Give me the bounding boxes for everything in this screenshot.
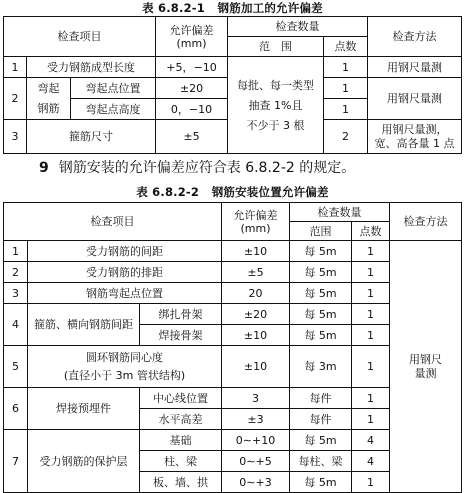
paragraph-number: 9 bbox=[39, 160, 49, 176]
row-deviation: ±10 bbox=[222, 325, 290, 346]
header-deviation bbox=[222, 203, 290, 241]
header-scope: 范围 bbox=[290, 222, 352, 241]
row-points: 1 bbox=[352, 325, 390, 346]
row-deviation: 0∼+10 bbox=[222, 430, 290, 451]
row-number: 2 bbox=[4, 78, 27, 120]
row-scope: 每 5m bbox=[290, 262, 352, 283]
table1-header-row bbox=[4, 17, 462, 37]
scope-line: 抽查 1%且 bbox=[248, 98, 303, 112]
row-deviation: 0，−10 bbox=[156, 99, 228, 120]
header-deviation bbox=[156, 17, 228, 57]
row-item: 受力钢筋成型长度 bbox=[27, 57, 156, 78]
row-scope: 每 5m bbox=[290, 472, 352, 493]
header-scope: 范 围 bbox=[228, 37, 324, 57]
row-group: 箍筋、横向钢筋间距 bbox=[28, 304, 140, 346]
row-number: 5 bbox=[4, 346, 28, 388]
row-group: 焊接预埋件 bbox=[28, 388, 140, 430]
row-scope: 每 5m bbox=[290, 325, 352, 346]
row-number: 3 bbox=[4, 283, 28, 304]
row-item: 受力钢筋的排距 bbox=[28, 262, 222, 283]
row-subitem: 基础 bbox=[140, 430, 222, 451]
row-scope: 每 5m bbox=[290, 241, 352, 262]
table1-caption: 表 6.8.2-1 钢筋加工的允许偏差 bbox=[142, 1, 323, 15]
row-subitem: 绑扎骨架 bbox=[140, 304, 222, 325]
row-subitem: 水平高差 bbox=[140, 409, 222, 430]
item-line: (直径小于 3m 管状结构) bbox=[63, 369, 186, 382]
method-line: 量测 bbox=[414, 366, 437, 380]
header-deviation-label: 允许偏差 bbox=[233, 208, 278, 222]
row-method bbox=[368, 120, 462, 154]
row-points: 1 bbox=[352, 346, 390, 388]
row-item bbox=[28, 346, 222, 388]
scope-line: 每批、每一类型 bbox=[237, 78, 314, 92]
row-scope: 每 5m bbox=[290, 430, 352, 451]
table1-tolerance-processing bbox=[3, 16, 462, 154]
row-number: 6 bbox=[4, 388, 28, 430]
row-item: 受力钢筋的间距 bbox=[28, 241, 222, 262]
row-deviation: ±10 bbox=[222, 346, 290, 388]
header-quantity: 检查数量 bbox=[290, 203, 390, 222]
row-scope: 每 5m bbox=[290, 304, 352, 325]
row-points: 1 bbox=[352, 262, 390, 283]
header-quantity: 检查数量 bbox=[228, 17, 368, 37]
row-scope bbox=[228, 57, 324, 154]
row-scope: 每件 bbox=[290, 409, 352, 430]
row-item: 钢筋弯起点位置 bbox=[28, 283, 222, 304]
row-scope: 每柱、梁 bbox=[290, 451, 352, 472]
table-row bbox=[4, 57, 462, 78]
row-subitem: 中心线位置 bbox=[140, 388, 222, 409]
row-deviation: 0∼+3 bbox=[222, 472, 290, 493]
item-line: 圆环钢筋同心度 bbox=[86, 351, 163, 364]
row-subitem: 弯起点高度 bbox=[71, 99, 156, 120]
row-number: 1 bbox=[4, 57, 27, 78]
header-points: 点数 bbox=[324, 37, 368, 57]
row-group: 受力钢筋的保护层 bbox=[28, 430, 140, 493]
row-points: 1 bbox=[352, 409, 390, 430]
header-points: 点数 bbox=[352, 222, 390, 241]
row-points: 1 bbox=[352, 241, 390, 262]
row-method bbox=[390, 241, 462, 493]
row-deviation: 20 bbox=[222, 283, 290, 304]
group-line: 钢筋 bbox=[37, 102, 60, 115]
row-scope: 每 3m bbox=[290, 346, 352, 388]
header-method: 检查方法 bbox=[368, 17, 462, 57]
row-scope: 每 5m bbox=[290, 283, 352, 304]
header-deviation-label: 允许偏差 bbox=[169, 23, 214, 37]
row-points: 2 bbox=[324, 120, 368, 154]
row-scope: 每件 bbox=[290, 388, 352, 409]
row-number: 3 bbox=[4, 120, 27, 154]
header-item: 检查项目 bbox=[4, 17, 156, 57]
method-line: 用钢尺 bbox=[409, 352, 442, 366]
row-deviation: ±3 bbox=[222, 409, 290, 430]
table2-tolerance-installation bbox=[3, 202, 462, 493]
row-method: 用钢尺量测 bbox=[368, 57, 462, 78]
row-points: 1 bbox=[352, 283, 390, 304]
row-subitem: 焊接骨架 bbox=[140, 325, 222, 346]
table2-caption: 表 6.8.2-2 钢筋安装位置允许偏差 bbox=[136, 185, 329, 199]
row-item: 箍筋尺寸 bbox=[27, 120, 156, 154]
row-number: 7 bbox=[4, 430, 28, 493]
row-method: 用钢尺量测 bbox=[368, 78, 462, 120]
row-points: 1 bbox=[324, 99, 368, 120]
row-points: 4 bbox=[352, 451, 390, 472]
row-points: 1 bbox=[352, 388, 390, 409]
table2-header-row bbox=[4, 203, 462, 222]
row-deviation: +5，−10 bbox=[156, 57, 228, 78]
row-points: 1 bbox=[352, 472, 390, 493]
row-points: 1 bbox=[324, 78, 368, 99]
row-deviation: 0∼+5 bbox=[222, 451, 290, 472]
row-deviation: ±20 bbox=[222, 304, 290, 325]
row-deviation: 3 bbox=[222, 388, 290, 409]
header-method: 检查方法 bbox=[390, 203, 462, 241]
row-group bbox=[27, 78, 71, 120]
row-subitem: 柱、梁 bbox=[140, 451, 222, 472]
row-number: 4 bbox=[4, 304, 28, 346]
table-row bbox=[4, 241, 462, 262]
scope-line: 不少于 3 根 bbox=[246, 118, 305, 132]
row-deviation: ±5 bbox=[222, 262, 290, 283]
group-line: 弯起 bbox=[37, 82, 60, 95]
row-number: 2 bbox=[4, 262, 28, 283]
row-points: 4 bbox=[352, 430, 390, 451]
paragraph-9 bbox=[3, 154, 462, 182]
header-item: 检查项目 bbox=[4, 203, 222, 241]
row-deviation: ±10 bbox=[222, 241, 290, 262]
row-deviation: ±5 bbox=[156, 120, 228, 154]
row-deviation: ±20 bbox=[156, 78, 228, 99]
row-subitem: 弯起点位置 bbox=[71, 78, 156, 99]
method-line: 用钢尺量测， bbox=[381, 122, 448, 136]
row-points: 1 bbox=[352, 304, 390, 325]
header-deviation-unit: (mm) bbox=[240, 221, 271, 235]
header-deviation-unit: (mm) bbox=[176, 36, 207, 50]
row-points: 1 bbox=[324, 57, 368, 78]
row-number: 1 bbox=[4, 241, 28, 262]
row-subitem: 板、墙、拱 bbox=[140, 472, 222, 493]
method-line: 宽、高各量 1 点 bbox=[374, 136, 455, 150]
paragraph-text: 钢筋安装的允许偏差应符合表 6.8.2-2 的规定。 bbox=[58, 160, 356, 176]
